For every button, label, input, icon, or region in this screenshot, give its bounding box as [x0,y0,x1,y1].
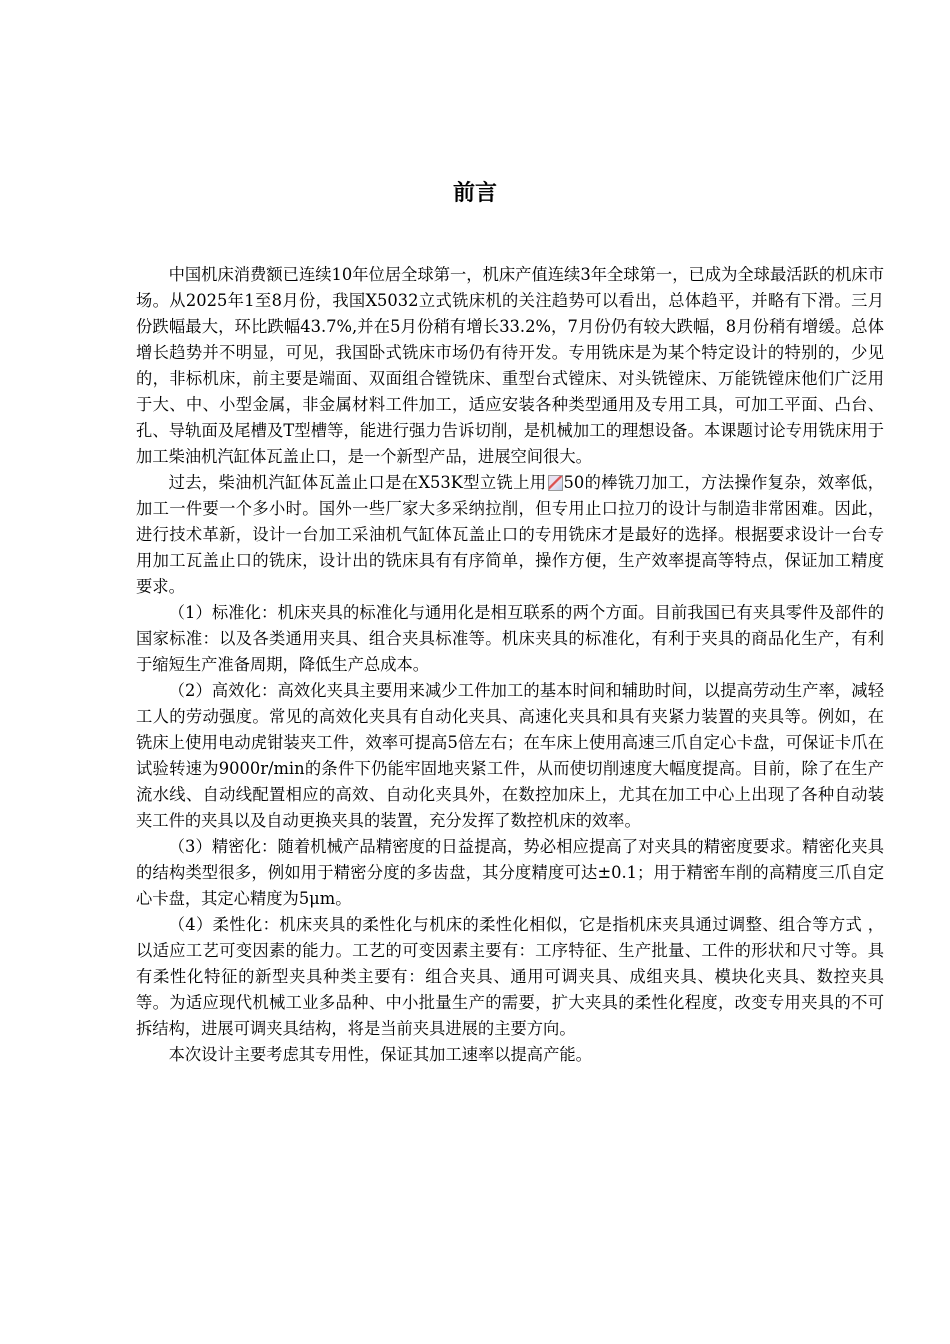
paragraph-background-text-end: 50的棒铣刀加工，方法操作复杂，效率低，加工一件要一个多小时。国外一些厂家大多采纳拉削，但专用止口拉刀的设计与制造非常困难。因此，进行技术革新，设计一台加工采油机气缸体瓦盖止口的专用铣床才是最好的选择。根据要求设计一台专用加工瓦盖止口的铣床，设计出的铣床具有有序简单，操作方便，生产效率提高等特点，保证加工精度要求。 [136,473,884,596]
paragraph-background-text-start: 过去，柴油机汽缸体瓦盖止口是在X53K型立铣上用 [168,473,547,492]
paragraph-conclusion: 本次设计主要考虑其专用性，保证其加工速率以提高产能。 [168,1045,592,1064]
paragraph-efficiency: （2）高效化：高效化夹具主要用来减少工件加工的基本时间和辅助时间，以提高劳动生产率，减轻工人的劳动强度。常见的高效化夹具有自动化夹具、高速化夹具和具有夹紧力装置的夹具等。例如，在铣床上使用电动虎钳装夹工件，效率可提高5倍左右；在车床上使用高速三爪自定心卡盘，可保证卡爪在试验转速为9000r/min的条件下仍能牢固地夹紧工件，从而使切削速度大幅度提高。目前，除了在生产流水线、自动线配置相应的高效、自动化夹具外，在数控加床上，尤其在加工中心上出现了各种自动装夹工件的夹具以及自动更换夹具的装置，充分发挥了数控机床的效率。 [136,681,884,830]
page-title: 前言 [452,181,497,206]
paragraph-precision: （3）精密化：随着机械产品精密度的日益提高，势必相应提高了对夹具的精密度要求。精密化夹具的结构类型很多，例如用于精密分度的多齿盘，其分度精度可达±0.1；用于精密车削的高精度三爪自定心卡盘，其定心精度为5μm。 [136,837,884,908]
diameter-symbol-image-icon [548,475,563,491]
paragraph-background [136,470,884,600]
paragraph-intro: 中国机床消费额已连续10年位居全球第一，机床产值连续3年全球第一，已成为全球最活跃的机床市场。从2025年1至8月份，我国X5032立式铣床机的关注趋势可以看出，总体趋平，并略有下滑。三月份跌幅最大，环比跌幅43.7%,并在5月份稍有增长33.2%，7月份仍有较大跌幅，8月份稍有增缓。总体增长趋势并不明显，可见，我国卧式铣床市场仍有待开发。专用铣床是为某个特定设计的特别的，少见的，非标机床，前主要是端面、双面组合镗铣床、重型台式镗床、对头铣镗床、万能铣镗床他们广泛用于大、中、小型金属，非金属材料工件加工，适应安装各种类型通用及专用工具，可加工平面、凸台、孔、导轨面及尾槽及T型槽等，能进行强力告诉切削，是机械加工的理想设备。本课题讨论专用铣床用于加工柴油机汽缸体瓦盖止口，是一个新型产品，进展空间很大。 [136,265,884,466]
document-body [136,262,884,1068]
paragraph-flexibility: （4）柔性化：机床夹具的柔性化与机床的柔性化相似，它是指机床夹具通过调整、组合等方式 ，以适应工艺可变因素的能力。工艺的可变因素主要有：工序特征、生产批量、工件的形状和尺寸等。具有柔性化特征的新型夹具种类主要有：组合夹具、通用可调夹具、成组夹具、模块化夹具、数控夹具等。为适应现代机械工业多品种、中小批量生产的需要，扩大夹具的柔性化程度，改变专用夹具的不可拆结构，进展可调夹具结构，将是当前夹具进展的主要方向。 [136,915,884,1038]
paragraph-standardization: （1）标准化：机床夹具的标准化与通用化是相互联系的两个方面。目前我国已有夹具零件及部件的国家标准：以及各类通用夹具、组合夹具标准等。机床夹具的标准化，有利于夹具的商品化生产，有利于缩短生产准备周期，降低生产总成本。 [136,603,884,674]
